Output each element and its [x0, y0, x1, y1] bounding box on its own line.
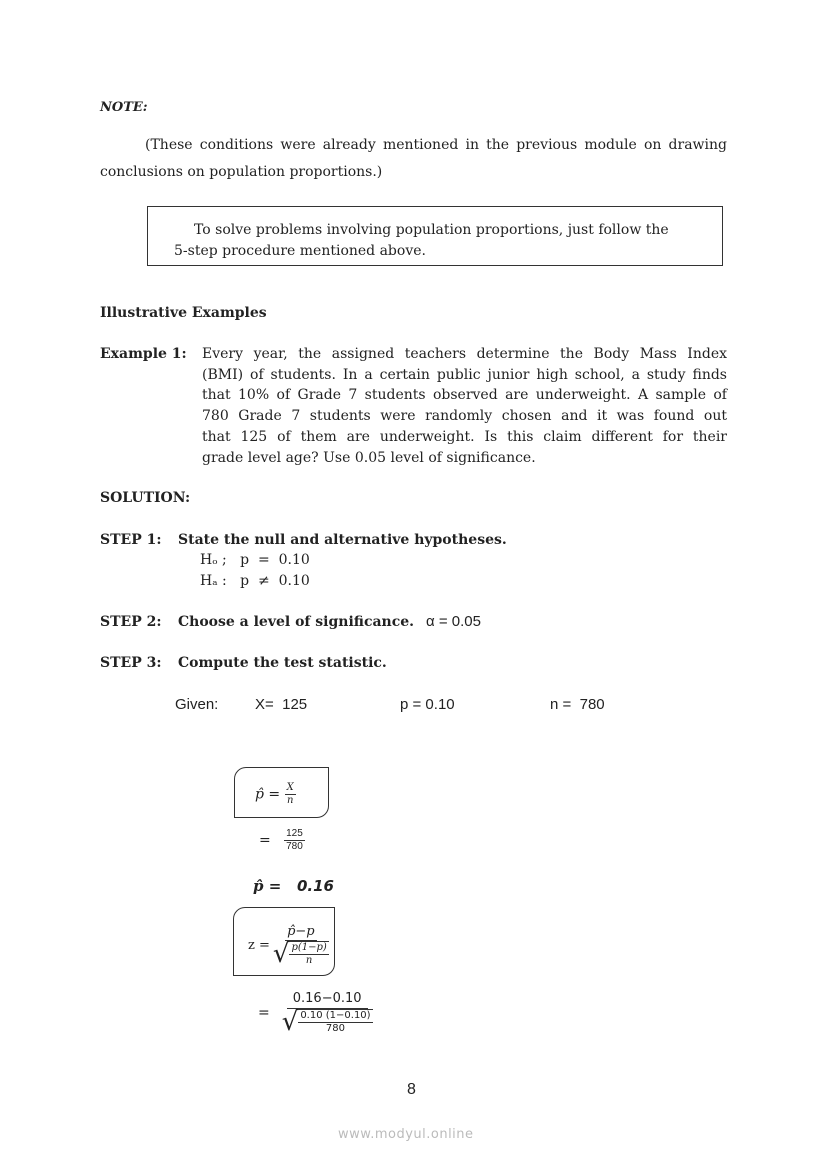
note-text-line2: conclusions on population proportions.) [100, 164, 383, 180]
step3-label: STEP 3: [100, 655, 162, 671]
tip-line1: To solve problems involving population proportions, just follow the [194, 222, 669, 238]
solution-label: SOLUTION: [100, 490, 191, 506]
z-numerator: p̂−p [287, 924, 315, 939]
substitution-inner-denominator: 780 [325, 1023, 345, 1034]
equals: = [268, 786, 281, 803]
step1-label: STEP 1: [100, 532, 162, 548]
example-label: Example 1: [100, 346, 187, 362]
phat-formula-box [234, 767, 329, 818]
denominator: n [286, 795, 294, 806]
example-line: grade level age? Use 0.05 level of significance. [202, 450, 536, 466]
z-label: z = [248, 938, 270, 953]
watermark: www.modyul.online [338, 1127, 474, 1142]
equals: = [258, 1004, 270, 1021]
null-hypothesis: Hₒ ; p = 0.10 [200, 552, 310, 568]
z-inner-numerator: p(1−p) [291, 942, 327, 953]
substitution-numerator: 0.16−0.10 [287, 990, 368, 1009]
phat-result-label: p̂ = [253, 877, 282, 895]
step3-title: Compute the test statistic. [178, 655, 387, 671]
phat-symbol: p̂ [255, 786, 264, 803]
alpha-value: α = 0.05 [426, 613, 481, 630]
tip-line2: 5-step procedure mentioned above. [174, 243, 426, 259]
tip-box [147, 206, 723, 266]
document-page: NOTE: (These conditions were already mentioned in the previous module on drawing conclusions on population proportions.) To solve problems involving population proportions, just follow the 5-step procedure mentioned above. Illustrative Examples Example 1: Every year, the assigned teachers determine the Body Mass Index (BMI) of students. In a certain public junior high school, a study finds that 10% of Grade 7 students observed are underweight. A sample of 780 Grade 7 students were randomly chosen and it was found out that 125 of them are underweight. Is this claim different for their grade level age? Use 0.05 level of significance. SOLUTION: STEP 1: State the null and alternative hypotheses. Hₒ ; p = 0.10 Hₐ : p ≠ 0.10 STEP 2: Choose a level of significance. α = 0.05 STEP 3: Compute the test statistic. Given: X= 125 p = 0.10 n = 780 p̂ = $\frac{X}{n}$ = $\frac{125}{780}$ p̂ = 0.16 z = p̂−p √ $\frac{p(1-p)}{n}$ = 0.16−0.10 √ $\frac{0.10 (1-0.10)}{780}$ 8 www.modyul.online [0, 0, 826, 1169]
step2-label: STEP 2: [100, 614, 162, 630]
numerator: X [286, 782, 294, 793]
phat-result-value: 0.16 [296, 877, 334, 895]
z-formula-box: z = p̂−p √ $\frac{p(1-p)}{n}$ [233, 907, 335, 976]
step1-title: State the null and alternative hypotheses. [178, 532, 507, 548]
given-x: X= 125 [255, 696, 308, 713]
substitution-inner-numerator: 0.10 (1−0.10) [300, 1010, 371, 1021]
z-inner-denominator: n [305, 955, 313, 966]
numerator: 125 [286, 828, 303, 839]
example-line: 780 Grade 7 students were randomly chosen and it was found out [202, 408, 727, 424]
example-line: that 125 of them are underweight. Is this claim different for their [202, 429, 727, 445]
note-label: NOTE: [100, 100, 148, 115]
note-text-line1: (These conditions were already mentioned in the previous module on drawing [145, 137, 727, 153]
given-p: p = 0.10 [400, 696, 455, 713]
example-line: that 10% of Grade 7 students observed are underweight. A sample of [202, 387, 727, 403]
given-label: Given: [175, 696, 219, 713]
denominator: 780 [286, 841, 303, 852]
step2-title: Choose a level of significance. [178, 614, 415, 630]
page-number: 8 [407, 1081, 416, 1098]
example-line: Every year, the assigned teachers determine the Body Mass Index [202, 346, 727, 362]
example-line: (BMI) of students. In a certain public junior high school, a study finds [202, 367, 727, 383]
equals: = [259, 832, 271, 849]
section-heading: Illustrative Examples [100, 305, 267, 321]
given-n: n = 780 [550, 696, 605, 713]
alt-hypothesis: Hₐ : p ≠ 0.10 [200, 573, 310, 589]
